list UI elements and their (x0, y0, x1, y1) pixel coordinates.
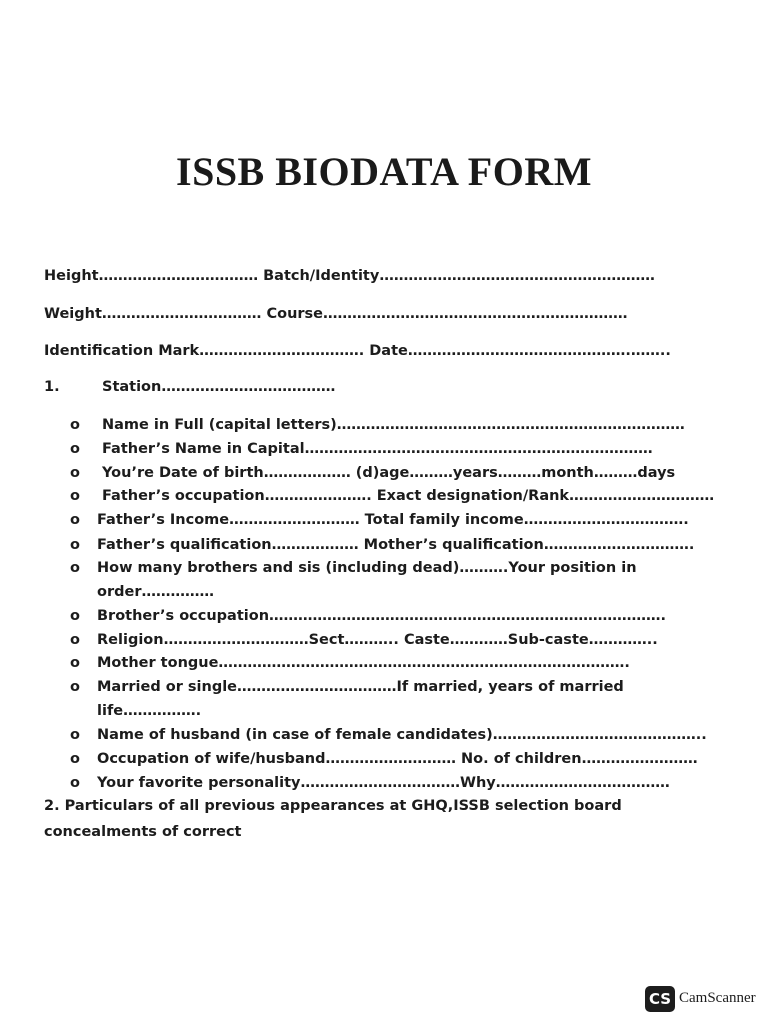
section-2-heading: 2. Particulars of all previous appearances at GHQ,ISSB selection board (44, 798, 622, 814)
item-favorite-personality: Your favorite personality……………………………Why……………………………… (97, 775, 670, 791)
item-spouse-occupation: Occupation of wife/husband……………………… No. of children…………………… (97, 751, 698, 767)
section-1-number: 1. (44, 379, 60, 395)
item-father-name: Father’s Name in Capital……………………………………………………………… (102, 441, 653, 457)
item-brothers-sisters: How many brothers and sis (including dead)……….Your position in (97, 560, 637, 576)
item-father-income: Father’s Income……………………… Total family income……………………………. (97, 512, 689, 528)
item-married-continuation: life……………. (97, 703, 202, 719)
bullet-marker: o (70, 560, 80, 576)
bullet-marker: o (70, 417, 80, 433)
height-batch-line: Height…………………………… Batch/Identity………………………………………………… (44, 268, 655, 284)
item-father-occupation: Father’s occupation…………………. Exact designation/Rank………………………… (102, 488, 715, 504)
identification-date-line: Identification Mark……………………………. Date……………………………………….…….. (44, 343, 671, 359)
bullet-marker: o (70, 655, 80, 671)
bullet-marker: o (70, 632, 80, 648)
bullet-marker: o (70, 512, 80, 528)
item-qualification: Father’s qualification……………… Mother’s qualification…………………………. (97, 537, 695, 553)
camscanner-watermark: CamScanner (679, 990, 756, 1006)
item-religion: Religion…………………………Sect……….. Caste…………Sub-caste………….. (97, 632, 658, 648)
station-line: Station……………………………… (102, 379, 336, 395)
item-brother-occupation: Brother’s occupation………………………………………………………………………. (97, 608, 667, 624)
bullet-marker: o (70, 679, 80, 695)
camscanner-logo-icon: CS (645, 986, 675, 1012)
section-2-continuation: concealments of correct (44, 824, 242, 840)
bullet-marker: o (70, 488, 80, 504)
item-full-name: Name in Full (capital letters)……………………………………………………………… (102, 417, 685, 433)
bullet-marker: o (70, 751, 80, 767)
item-marital-status: Married or single……………………………If married, years of married (97, 679, 624, 695)
weight-course-line: Weight…………………………… Course……………………………………………………… (44, 306, 628, 322)
bullet-marker: o (70, 775, 80, 791)
bullet-marker: o (70, 608, 80, 624)
bullet-marker: o (70, 537, 80, 553)
item-mother-tongue: Mother tongue…………………………………………………………………………. (97, 655, 630, 671)
bullet-marker: o (70, 465, 80, 481)
form-title: ISSB BIODATA FORM (176, 149, 592, 194)
bullet-marker: o (70, 441, 80, 457)
item-brothers-continuation: order…………… (97, 584, 214, 600)
bullet-marker: o (70, 727, 80, 743)
item-husband-name: Name of husband (in case of female candidates)…………………………………….. (97, 727, 707, 743)
item-date-of-birth: You’re Date of birth……………… (d)age………years………month………days (102, 465, 676, 481)
